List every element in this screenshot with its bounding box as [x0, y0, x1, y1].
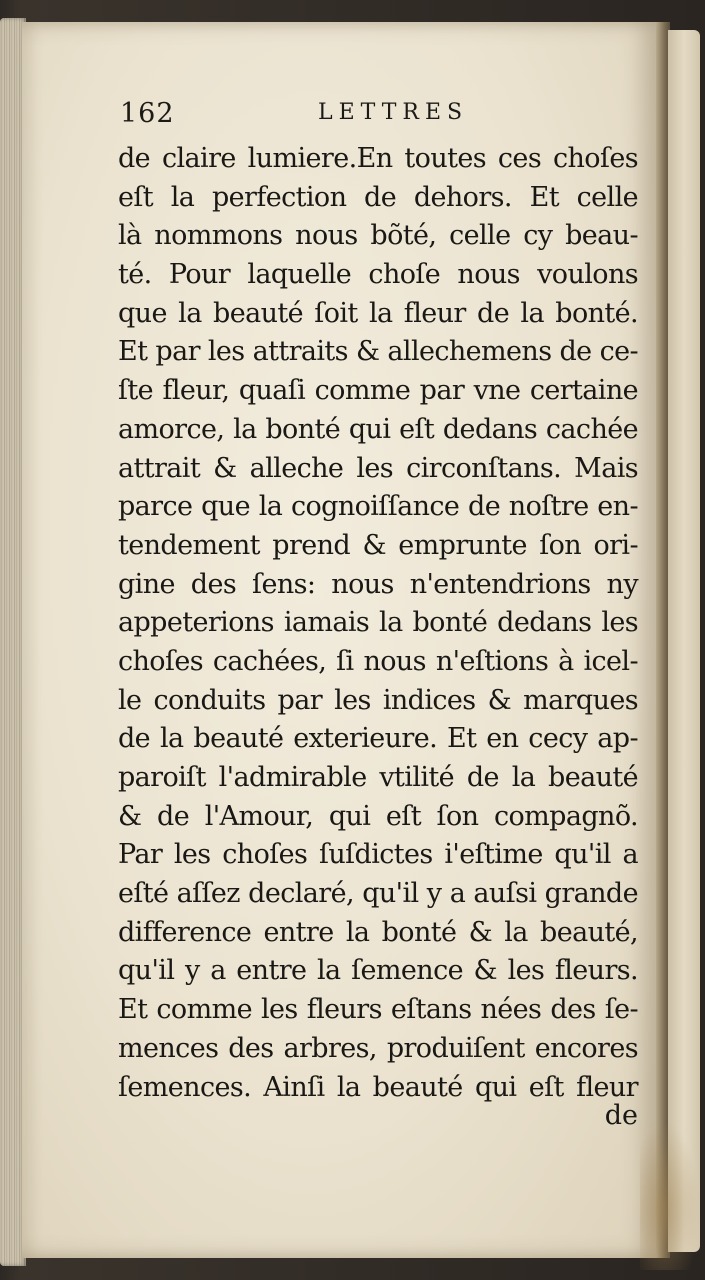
text-line: de la beauté exterieure. Et en cecy ap- [118, 723, 638, 755]
paper-stain [640, 1120, 700, 1270]
text-line: appeterions iamais la bonté dedans les [118, 607, 638, 639]
text-line: que la beauté ſoit la fleur de la bonté. [118, 297, 638, 329]
catchword: de [604, 1100, 638, 1131]
running-title: LETTRES [318, 100, 469, 125]
page-number: 162 [120, 98, 175, 129]
text-line: mences des arbres, produiſent encores [118, 1032, 638, 1064]
text-line: eſté aſſez declaré, qu'il y a auſsi grande [118, 878, 638, 910]
facing-page [668, 30, 700, 1252]
body-text [118, 140, 638, 1107]
text-line: là nommons nous bõté, celle cy beau- [118, 220, 638, 252]
text-line: choſes cachées, ſi nous n'eſtions à icel- [118, 645, 638, 677]
text-line: de claire lumiere.En toutes ces choſes [118, 143, 638, 174]
text-line: Et par les attraits & allechemens de ce- [118, 336, 638, 368]
text-line: eſt la perfection de dehors. Et celle [118, 181, 638, 213]
text-line: té. Pour laquelle choſe nous voulons [118, 259, 638, 291]
text-line: ſemences. Ainſi la beauté qui eſt fleur [118, 1071, 638, 1103]
text-line: qu'il y a entre la ſemence & les fleurs. [118, 955, 638, 987]
text-line: paroiſt l'admirable vtilité de la beauté [118, 762, 638, 793]
text-line: ſte fleur, quaſi comme par vne certaine [118, 375, 638, 407]
text-line: & de l'Amour, qui eſt ſon compagnõ. [118, 800, 638, 832]
text-line: le conduits par les indices & marques [118, 684, 638, 716]
text-line: tendement prend & emprunte ſon ori- [118, 529, 638, 561]
text-line: amorce, la bonté qui eſt dedans cachée [118, 413, 638, 445]
running-head [0, 98, 705, 132]
text-line: parce que la cognoiſſance de noſtre en- [118, 491, 638, 523]
text-line: attrait & alleche les circonſtans. Mais [118, 452, 638, 484]
text-line: difference entre la bonté & la beauté, [118, 916, 638, 948]
text-line: Par les choſes ſuſdictes i'eſtime qu'il a [118, 839, 638, 871]
text-line: gine des ſens: nous n'entendrions ny [118, 568, 638, 600]
text-line: Et comme les fleurs eſtans nées des ſe- [118, 994, 638, 1026]
